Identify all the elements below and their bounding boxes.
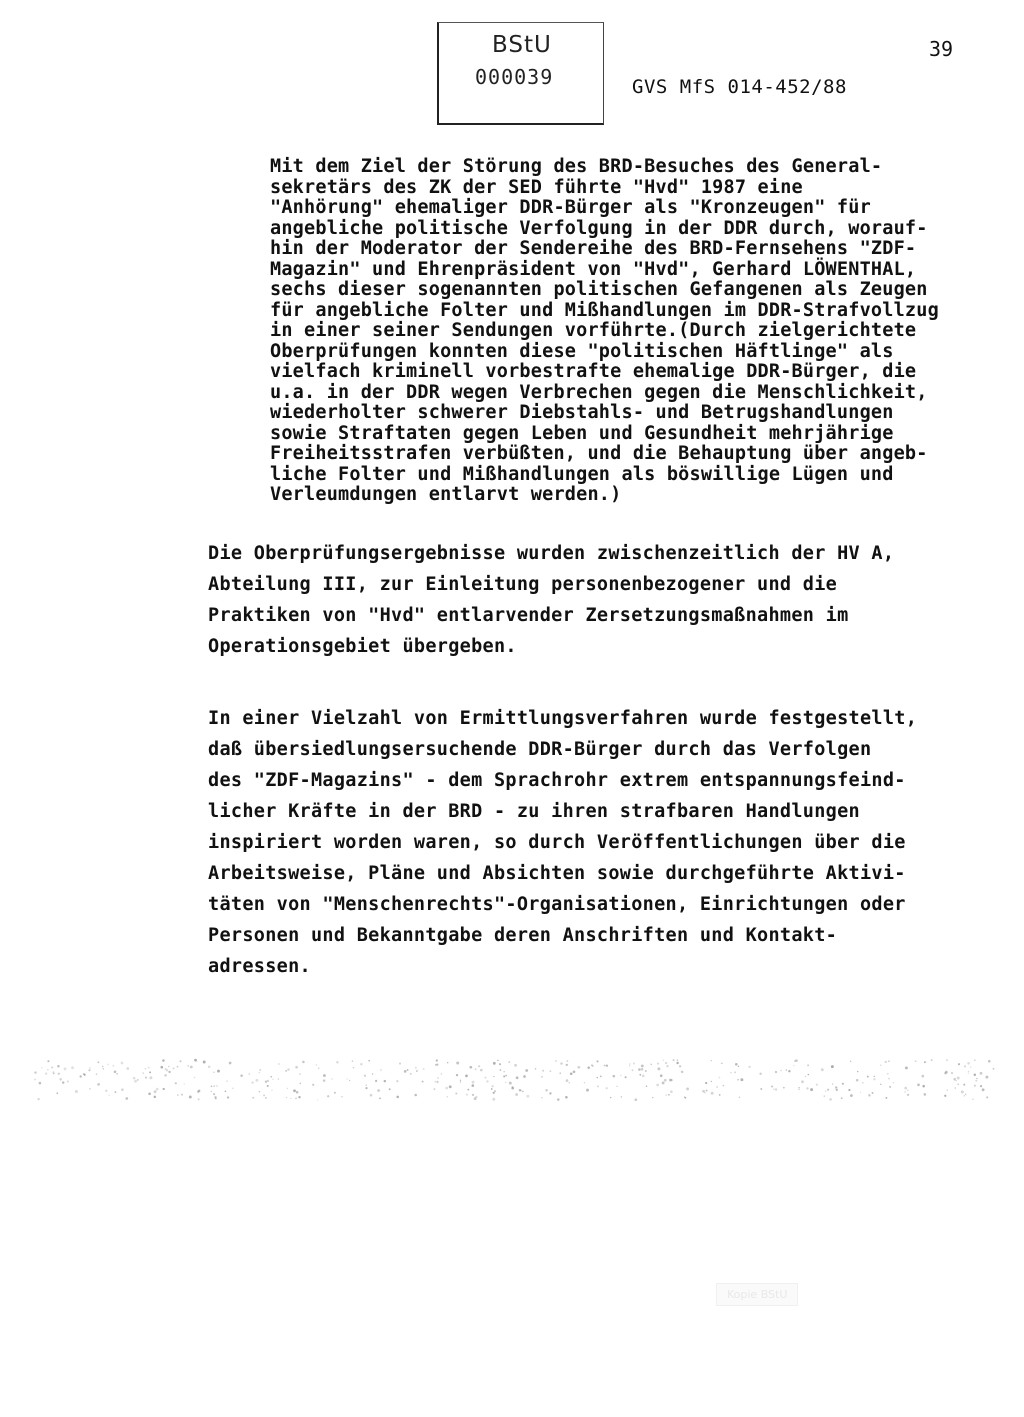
- paragraph-review-results: Die Oberprüfungsergebnisse wurden zwischenzeitlich der HV A, Abteilung III, zur Einleitung personenbezogener und die Praktiken von "Hvd" entlarvender Zersetzungsmaßnahmen im Operationsgebiet übergeben.: [208, 543, 895, 657]
- paragraph-indented: Mit dem Ziel der Störung des BRD-Besuches des General- sekretärs des ZK der SED führte "Hvd" 1987 eine "Anhörung" ehemaliger DDR-Bürger als "Kronzeugen" für angebliche politische Verfolgung in der DDR durch, worauf- hin der Moderator der Sendereihe des BRD-Fernsehens "ZDF- Magazin" und Ehrenpräsident von "Hvd", Gerhard LÖWENTHAL, sechs dieser sogenannten politischen Gefangenen als Zeugen für angebliche Folter und Mißhandlungen im DDR-Strafvollzug in einer seiner Sendungen vorführte.(Durch zielgerichtete Oberprüfungen konnten diese "politischen Häftlinge" als vielfach kriminell vorbestrafte ehemalige DDR-Bürger, die u.a. in der DDR wegen Verbrechen gegen die Menschlichkeit, wiederholter schwerer Diebstahls- und Betrugshandlungen sowie Straftaten gegen Leben und Gesundheit mehrjährige Freiheitsstrafen verbüßten, und die Behauptung über angeb- liche Folter und Mißhandlungen als böswillige Lügen und Verleumdungen entlarvt werden.): [270, 156, 939, 505]
- stamp-title: BStU: [492, 32, 552, 58]
- document-reference: GVS MfS 014-452/88: [632, 76, 847, 98]
- scan-noise-dots: [30, 1040, 1000, 1120]
- archive-copy-stamp: Kopie BStU: [716, 1283, 798, 1306]
- page-number: 39: [929, 37, 954, 61]
- stamp-number: 000039: [475, 65, 554, 89]
- paragraph-investigations: In einer Vielzahl von Ermittlungsverfahren wurde festgestellt, daß übersiedlungsersuchende DDR-Bürger durch das Verfolgen des "ZDF-Magazins" - dem Sprachrohr extrem entspannungsfeind- licher Kräfte in der BRD - zu ihren strafbaren Handlungen inspiriert worden waren, so durch Veröffentlichungen über die Arbeitsweise, Pläne und Absichten sowie durchgeführte Aktivi- täten von "Menschenrechts"-Organisationen, Einrichtungen oder Personen und Bekanntgabe deren Anschriften und Kontakt- adressen.: [208, 708, 918, 977]
